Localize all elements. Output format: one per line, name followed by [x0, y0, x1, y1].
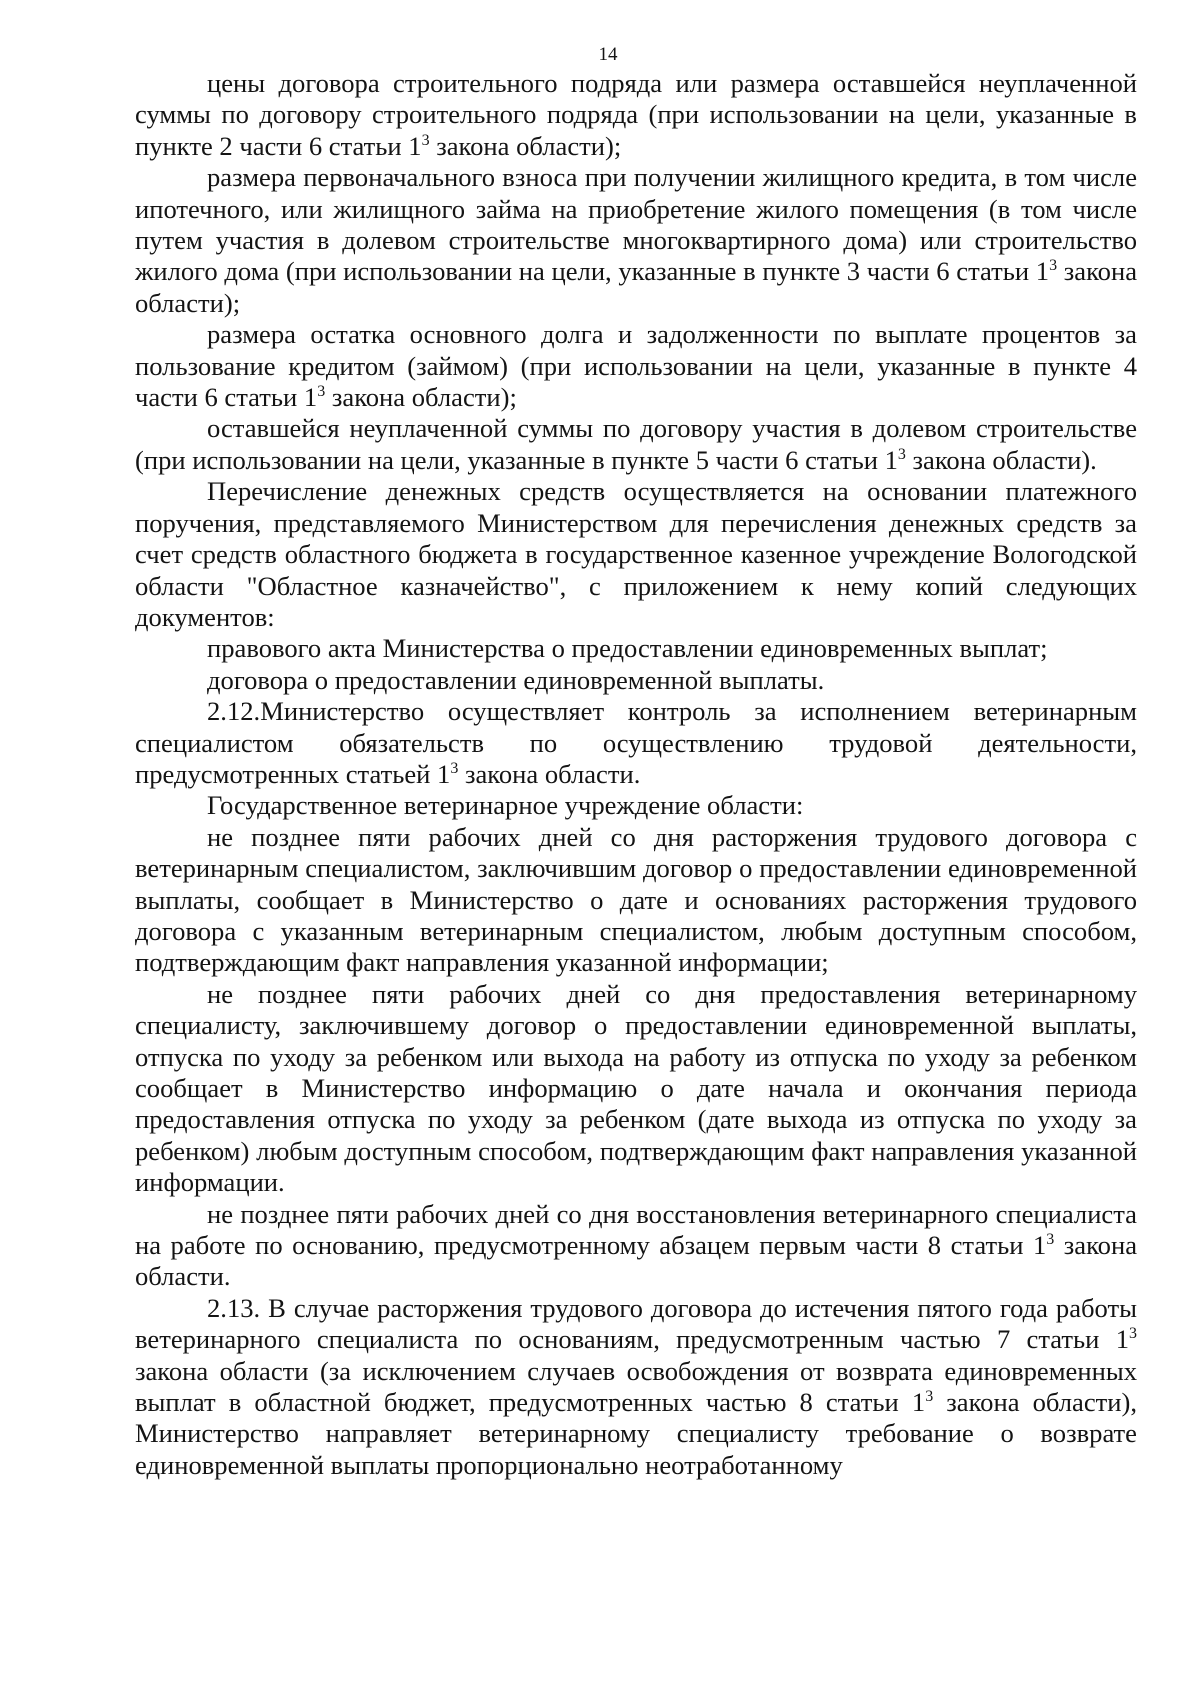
page-number: 14 [598, 44, 618, 65]
paragraph-text: закона области). [905, 444, 1097, 475]
paragraph-text: 2.12.Министерство осуществляет контроль за исполнением ветеринарным специалистом обязательств по осуществлению трудовой деятельности, предусмотренных статьей 1 [135, 696, 1137, 789]
paragraph-shared-construction [135, 413, 1137, 476]
paragraph-text: не позднее пяти рабочих дней со дня восстановления ветеринарного специалиста на работе по основанию, предусмотренному абзацем первым части 8 статьи 1 [135, 1198, 1137, 1261]
paragraph-termination-notice: не позднее пяти рабочих дней со дня расторжения трудового договора с ветеринарным специалистом, заключившим договор о предоставлении единовременной выплаты, сообщает в Министерство о дате и основаниях расторжения трудового договора с указанным ветеринарным специалистом, любым доступным способом, подтверждающим факт направления указанной информации; [135, 821, 1137, 978]
paragraph-reinstatement-notice [135, 1199, 1137, 1293]
document-body [135, 68, 1137, 1481]
paragraph-text: размера остатка основного долга и задолженности по выплате процентов за пользование кредитом (займом) (при использовании на цели, указанные в пункте 4 части 6 статьи 1 [135, 319, 1137, 413]
paragraph-parental-leave-notice: не позднее пяти рабочих дней со дня предоставления ветеринарному специалисту, заключившему договор о предоставлении единовременной выплаты, отпуска по уходу за ребенком или выхода на работу из отпуска по уходу за ребенком сообщает в Министерство информацию о дате начала и окончания периода предоставления отпуска по уходу за ребенком (дате выхода из отпуска по уходу за ребенком) любым доступным способом, подтверждающим факт направления указанной информации. [135, 978, 1137, 1198]
paragraph-text: 2.13. В случае расторжения трудового договора до истечения пятого года работы ветеринарного специалиста по основаниям, предусмотренным частью 7 статьи 1 [135, 1292, 1137, 1355]
paragraph-vet-institution: Государственное ветеринарное учреждение области: [207, 790, 804, 821]
paragraph-text: оставшейся неуплаченной суммы по договору участия в долевом строительстве (при использовании на цели, указанные в пункте 5 части 6 статьи 1 [135, 413, 1137, 475]
paragraph-text: закона области. [135, 1230, 1137, 1292]
paragraph-text: закона области (за исключением случаев освобождения от возврата единовременных выплат в областной бюджет, предусмотренных частью 8 статьи 1 [135, 1355, 1137, 1418]
superscript: 3 [897, 445, 906, 463]
superscript: 3 [1129, 1325, 1137, 1343]
paragraph-loan-balance [135, 319, 1137, 413]
superscript: 3 [925, 1388, 934, 1406]
paragraph-text: закона области); [135, 256, 1138, 318]
superscript: 3 [317, 383, 326, 401]
paragraph-legal-act: правового акта Министерства о предоставлении единовременных выплат; [207, 633, 1048, 664]
paragraph-contract-price [135, 68, 1137, 162]
paragraph-text: закона области), Министерство направляет ветеринарному специалисту требование о возврате единовременной выплаты пропорционально неотработанному [135, 1387, 1137, 1480]
paragraph-text: закона области. [458, 758, 641, 789]
paragraph-2-12 [135, 696, 1137, 790]
paragraph-2-13 [135, 1293, 1137, 1481]
paragraph-text: закона области); [429, 130, 622, 161]
paragraph-funds-transfer: Перечисление денежных средств осуществляется на основании платежного поручения, представляемого Министерством для перечисления денежных средств за счет средств областного бюджета в государственное казенное учреждение Вологодской области "Областное казначейство", с приложением к нему копий следующих документов: [135, 476, 1137, 632]
superscript: 3 [1049, 257, 1058, 275]
superscript: 3 [1046, 1231, 1055, 1249]
superscript: 3 [421, 131, 430, 149]
paragraph-text: закона области); [325, 382, 517, 413]
paragraph-initial-payment [135, 162, 1137, 319]
paragraph-text: размера первоначального взноса при получении жилищного кредита, в том числе ипотечного, или жилищного займа на приобретение жилого помещения (в том числе путем участия в долевом строительстве многоквартирного дома) или строительство жилого дома (при использовании на цели, указанные в пункте 3 части 6 статьи 1 [135, 162, 1137, 287]
superscript: 3 [450, 759, 459, 777]
paragraph-text: цены договора строительного подряда или размера оставшейся неуплаченной суммы по договору строительного подряда (при использовании на цели, указанные в пункте 2 части 6 статьи 1 [135, 68, 1137, 161]
paragraph-payment-contract: договора о предоставлении единовременной выплаты. [207, 664, 825, 695]
